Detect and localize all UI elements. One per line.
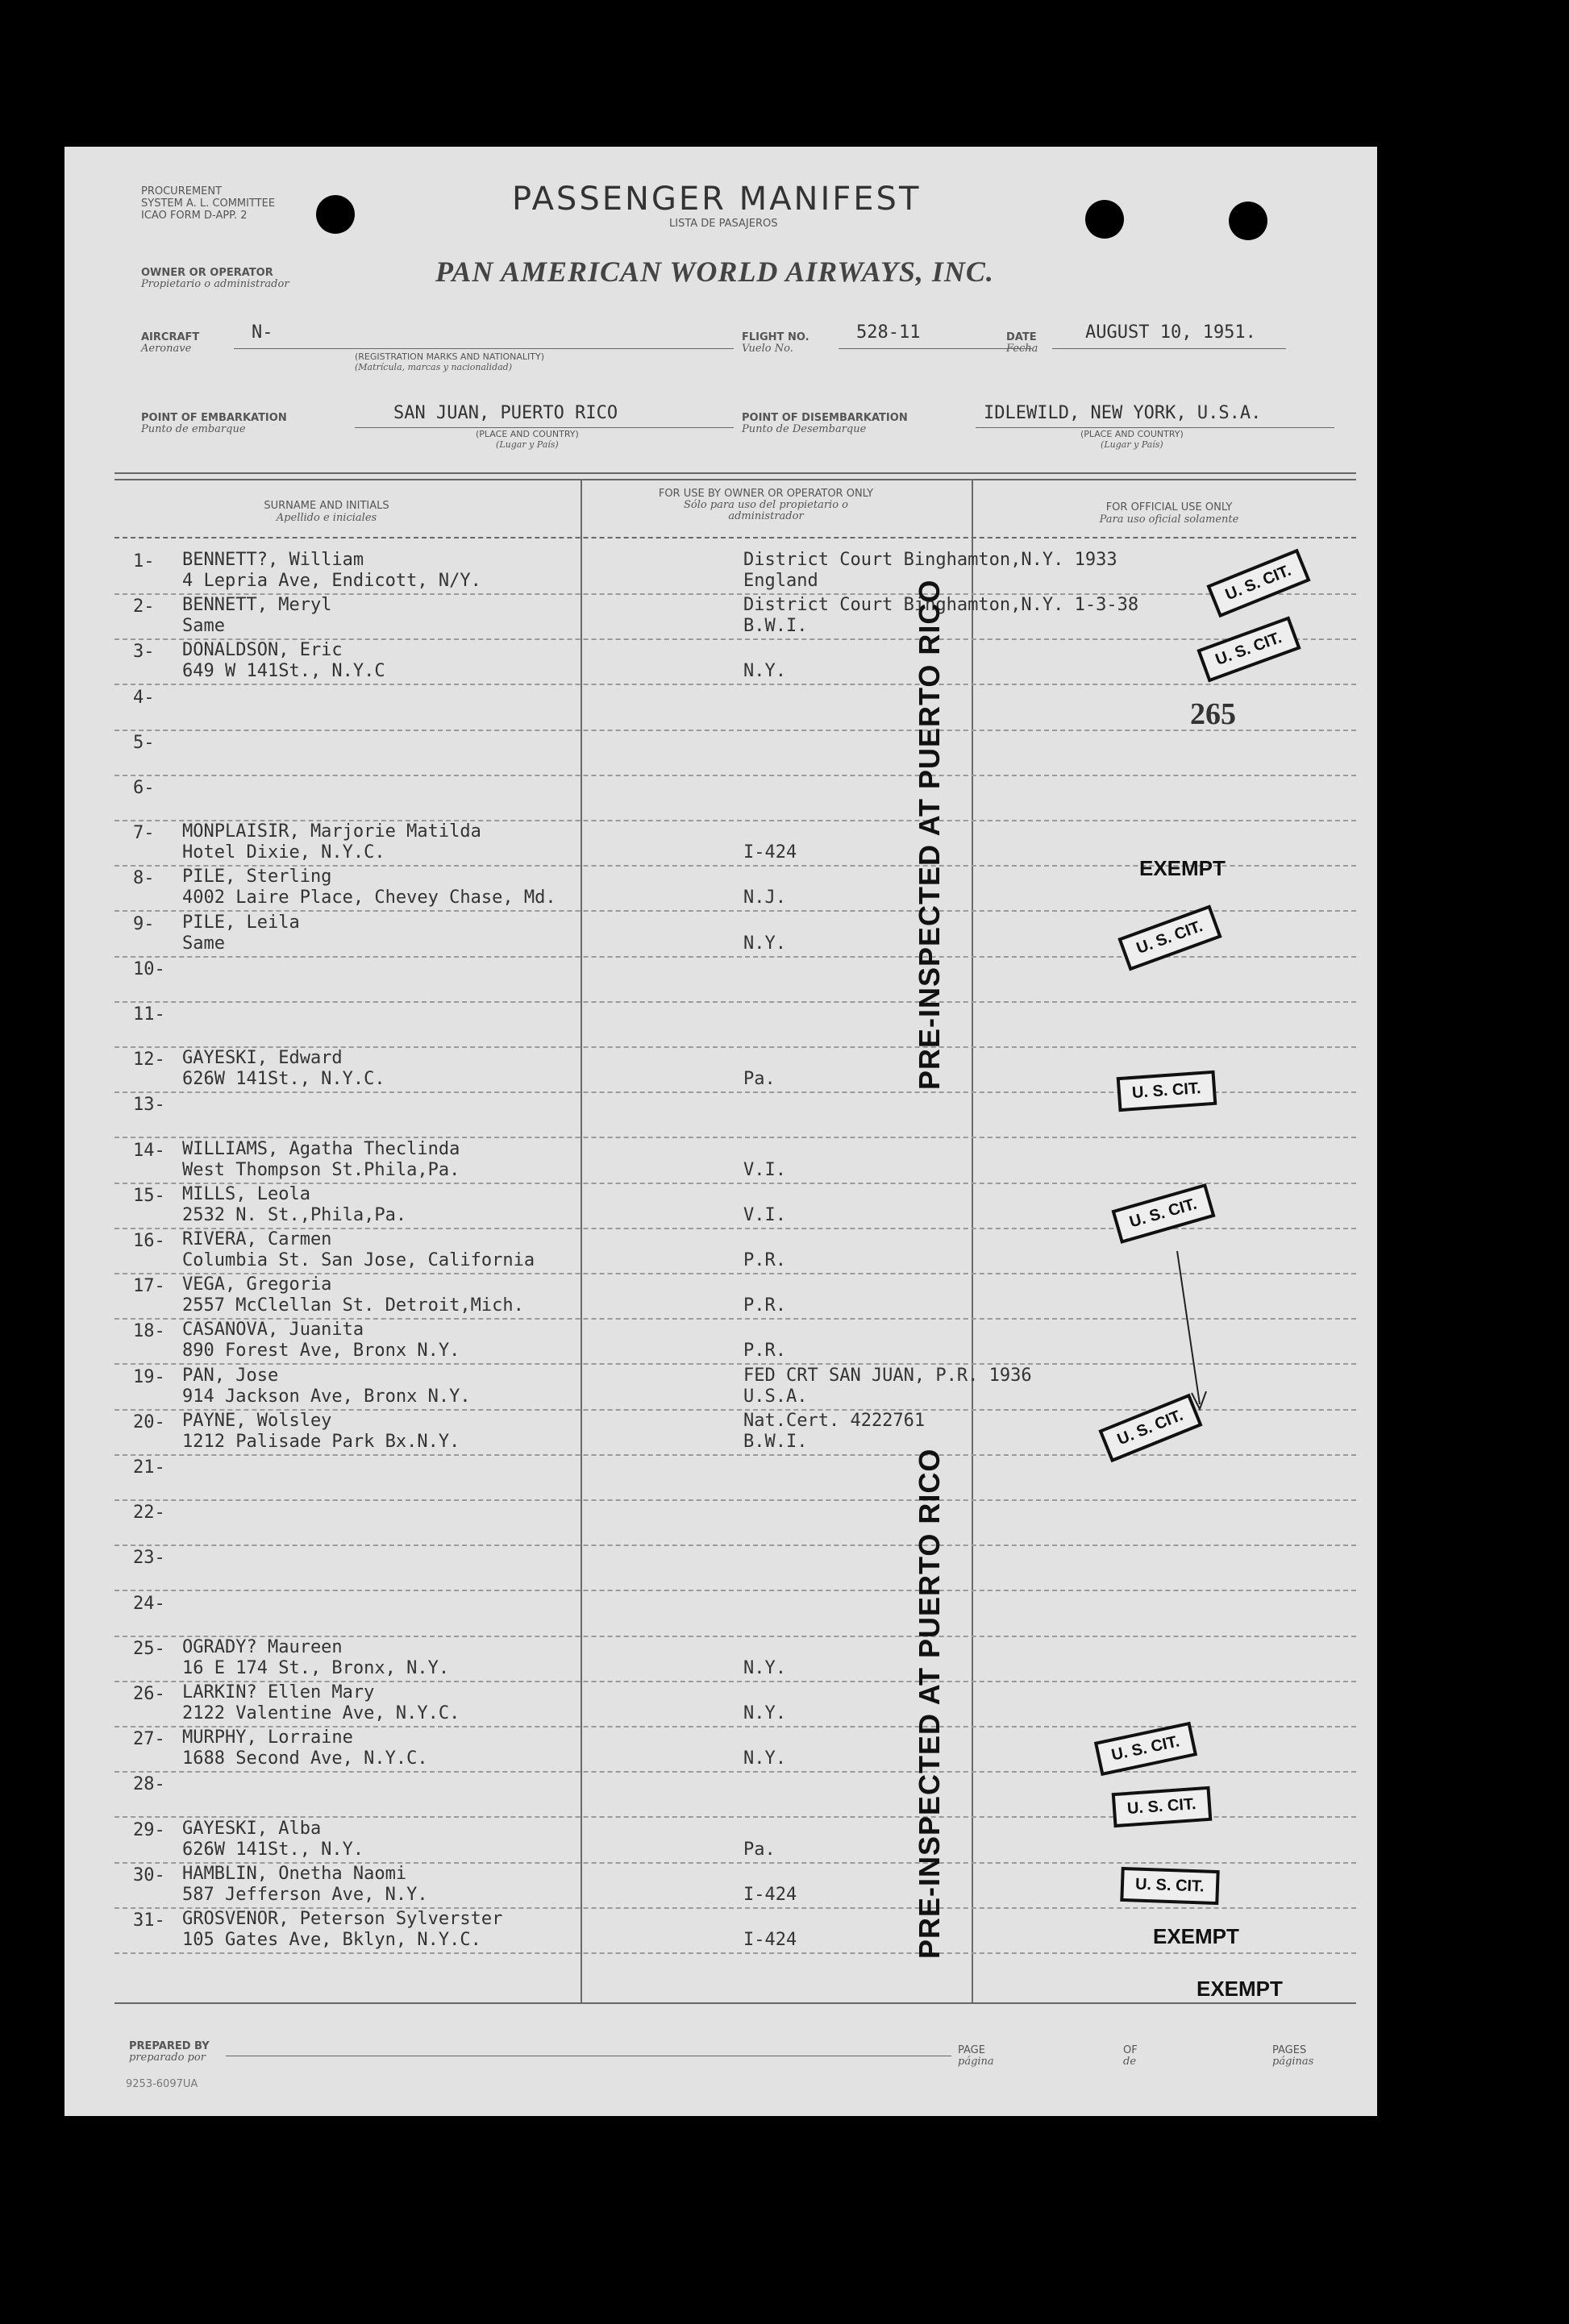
row-number: 15-	[133, 1186, 165, 1206]
passenger-address: Columbia St. San Jose, California	[182, 1250, 535, 1270]
owner-info-2: England	[743, 571, 818, 591]
owner-info-2: Pa.	[743, 1069, 776, 1089]
passenger-name: PILE, Sterling	[182, 867, 332, 887]
row-divider	[114, 1001, 1356, 1003]
us-cit-stamp: U. S. CIT.	[1117, 1071, 1217, 1112]
row-divider	[114, 1137, 1356, 1138]
passenger-address: 105 Gates Ave, Bklyn, N.Y.C.	[182, 1930, 481, 1950]
owner-info-2: N.Y.	[743, 661, 786, 681]
row-number: 14-	[133, 1141, 165, 1161]
row-number: 9-	[133, 914, 155, 934]
owner-info-2: P.R.	[743, 1341, 786, 1361]
row-number: 3-	[133, 642, 155, 662]
pages-label-en: PAGES	[1272, 2044, 1307, 2056]
embarkation-label	[141, 413, 287, 435]
passenger-name: DONALDSON, Eric	[182, 640, 343, 660]
row-number: 7-	[133, 823, 155, 843]
row-number: 20-	[133, 1412, 165, 1432]
owner-info-2: I-424	[743, 842, 797, 863]
column-header-surname-en: SURNAME AND INITIALS	[264, 500, 389, 512]
column-separator	[972, 479, 973, 2002]
owner-label	[141, 268, 289, 290]
passenger-name: OGRADY? Maureen	[182, 1637, 343, 1657]
passenger-name: HAMBLIN, Onetha Naomi	[182, 1864, 407, 1884]
embarkation-line	[355, 427, 734, 428]
owner-info-2: B.W.I.	[743, 1432, 808, 1452]
punch-hole	[1085, 200, 1124, 239]
row-number: 30-	[133, 1865, 165, 1885]
column-header-official-en: FOR OFFICIAL USE ONLY	[1105, 501, 1233, 513]
aircraft-value: N-	[252, 322, 273, 343]
pages-label-es: páginas	[1272, 2056, 1314, 2068]
owner-label-en: OWNER OR OPERATOR	[141, 267, 273, 279]
prepared-by-es: preparado por	[129, 2052, 206, 2064]
row-divider	[114, 1590, 1356, 1591]
owner-info-2: N.Y.	[743, 1703, 786, 1723]
disembarkation-label-en: POINT OF DISEMBARKATION	[742, 412, 908, 424]
row-divider	[114, 1952, 1356, 1954]
owner-info-1: District Court Binghamton,N.Y. 1933	[743, 550, 1117, 570]
of-label	[1123, 2045, 1138, 2068]
passenger-address: 890 Forest Ave, Bronx N.Y.	[182, 1341, 460, 1361]
us-cit-stamp: U. S. CIT.	[1117, 905, 1221, 971]
header-bottom-rule	[114, 537, 1356, 538]
owner-info-2: N.Y.	[743, 1658, 786, 1678]
stamp-number: 265	[1190, 697, 1236, 731]
passenger-name: MILLS, Leola	[182, 1184, 310, 1204]
column-header-surname-es: Apellido e iniciales	[276, 512, 377, 524]
row-number: 2-	[133, 597, 155, 617]
owner-info-2: V.I.	[743, 1160, 786, 1180]
row-number: 16-	[133, 1231, 165, 1251]
passenger-name: VEGA, Gregoria	[182, 1274, 332, 1295]
passenger-address: 2122 Valentine Ave, N.Y.C.	[182, 1703, 460, 1723]
column-separator	[581, 479, 582, 2002]
disembarkation-value: IDLEWILD, NEW YORK, U.S.A.	[984, 403, 1262, 423]
row-number: 11-	[133, 1004, 165, 1025]
row-number: 26-	[133, 1684, 165, 1704]
passenger-address: 914 Jackson Ave, Bronx N.Y.	[182, 1387, 471, 1407]
passenger-name: RIVERA, Carmen	[182, 1229, 332, 1249]
passenger-name: MONPLAISIR, Marjorie Matilda	[182, 821, 481, 842]
passenger-name: GAYESKI, Alba	[182, 1819, 322, 1839]
column-header-owner	[645, 488, 887, 522]
passenger-address: 587 Jefferson Ave, N.Y.	[182, 1885, 428, 1905]
row-number: 5-	[133, 733, 155, 753]
row-number: 22-	[133, 1503, 165, 1523]
row-number: 24-	[133, 1594, 165, 1614]
passenger-address: 2557 McClellan St. Detroit,Mich.	[182, 1295, 524, 1316]
passenger-address: 16 E 174 St., Bronx, N.Y.	[182, 1658, 450, 1678]
page-label-en: PAGE	[958, 2044, 985, 2056]
row-number: 29-	[133, 1820, 165, 1840]
passenger-name: GROSVENOR, Peterson Sylverster	[182, 1909, 503, 1929]
pre-inspected-stamp: PRE-INSPECTED AT PUERTO RICO	[913, 579, 946, 1090]
owner-info-2: V.I.	[743, 1205, 786, 1225]
pre-inspected-stamp: PRE-INSPECTED AT PUERTO RICO	[913, 1448, 946, 1959]
row-divider	[114, 730, 1356, 731]
manifest-sheet	[65, 147, 1377, 2116]
passenger-address: 626W 141St., N.Y.C.	[182, 1069, 385, 1089]
passenger-address: Same	[182, 933, 225, 954]
owner-info-2: N.Y.	[743, 933, 786, 954]
passenger-address: 4002 Laire Place, Chevey Chase, Md.	[182, 888, 556, 908]
owner-info-2: B.W.I.	[743, 616, 808, 636]
date-value: AUGUST 10, 1951.	[1085, 322, 1256, 343]
pages-label	[1272, 2045, 1313, 2068]
owner-value: PAN AMERICAN WORLD AIRWAYS, INC.	[435, 256, 994, 288]
column-header-official-es: Para uso oficial solamente	[1099, 513, 1239, 526]
page-subtitle: LISTA DE PASAJEROS	[669, 218, 778, 230]
aircraft-line	[234, 348, 734, 349]
passenger-name: WILLIAMS, Agatha Theclinda	[182, 1139, 460, 1159]
prepared-by	[129, 2041, 210, 2064]
owner-info-1: FED CRT SAN JUAN, P.R. 1936	[743, 1366, 1032, 1386]
embarkation-label-en: POINT OF EMBARKATION	[141, 412, 287, 424]
aircraft-label-es: Aeronave	[141, 343, 192, 355]
row-number: 28-	[133, 1774, 165, 1794]
of-label-es: de	[1123, 2056, 1137, 2068]
flight-value: 528-11	[856, 322, 921, 343]
column-header-official	[1048, 501, 1290, 526]
aircraft-caption-es: (Matrícula, marcas y nacionalidad)	[355, 362, 512, 372]
passenger-address: West Thompson St.Phila,Pa.	[182, 1160, 460, 1180]
row-number: 19-	[133, 1367, 165, 1387]
disembarkation-line	[976, 427, 1334, 428]
disembarkation-label-es: Punto de Desembarque	[742, 423, 867, 435]
owner-info-2: P.R.	[743, 1295, 786, 1316]
row-number: 10-	[133, 959, 165, 979]
punch-hole	[1229, 202, 1267, 240]
owner-info-2: N.J.	[743, 888, 786, 908]
disembarkation-caption	[1080, 429, 1184, 450]
us-cit-stamp: U. S. CIT.	[1197, 617, 1301, 683]
row-divider	[114, 1499, 1356, 1501]
owner-info-2: U.S.A.	[743, 1387, 808, 1407]
row-number: 8-	[133, 868, 155, 888]
row-divider	[114, 1544, 1356, 1546]
passenger-address: Same	[182, 616, 225, 636]
row-number: 21-	[133, 1457, 165, 1478]
prepared-by-en: PREPARED BY	[129, 2040, 210, 2052]
row-number: 27-	[133, 1729, 165, 1749]
passenger-name: BENNETT, Meryl	[182, 595, 332, 615]
row-divider	[114, 1454, 1356, 1456]
row-number: 31-	[133, 1910, 165, 1931]
passenger-address: 2532 N. St.,Phila,Pa.	[182, 1205, 407, 1225]
row-number: 25-	[133, 1639, 165, 1659]
passenger-name: BENNETT?, William	[182, 550, 364, 570]
us-cit-stamp: U. S. CIT.	[1094, 1722, 1197, 1776]
row-number: 1-	[133, 551, 155, 572]
passenger-name: MURPHY, Lorraine	[182, 1727, 353, 1748]
column-header-owner-en: FOR USE BY OWNER OR OPERATOR ONLY	[658, 488, 874, 500]
owner-info-2: Pa.	[743, 1840, 776, 1860]
header-top-rule	[114, 472, 1356, 474]
disembarkation-caption-en: (PLACE AND COUNTRY)	[1080, 429, 1184, 439]
passenger-address: 4 Lepria Ave, Endicott, N/Y.	[182, 571, 481, 591]
date-label-es: Fecha	[1006, 343, 1038, 355]
passenger-address: 626W 141St., N.Y.	[182, 1840, 364, 1860]
us-cit-stamp: U. S. CIT.	[1120, 1867, 1219, 1905]
passenger-name: PAN, Jose	[182, 1366, 279, 1386]
passenger-name: CASANOVA, Juanita	[182, 1320, 364, 1340]
us-cit-stamp: U. S. CIT.	[1206, 549, 1310, 617]
table-bottom-rule	[114, 2002, 1356, 2004]
column-header-owner-es: Sólo para uso del propietario o administrador	[684, 499, 848, 522]
row-divider	[114, 684, 1356, 685]
form-id-line: PROCUREMENT	[141, 185, 223, 197]
row-divider	[114, 910, 1356, 912]
owner-label-es: Propietario o administrador	[141, 278, 289, 290]
us-cit-stamp: U. S. CIT.	[1098, 1394, 1202, 1462]
owner-info-2: P.R.	[743, 1250, 786, 1270]
date-line	[1052, 348, 1286, 349]
owner-info-1: District Court Binghamton,N.Y. 1-3-38	[743, 595, 1139, 615]
aircraft-label-en: AIRCRAFT	[141, 331, 200, 343]
passenger-address: 1688 Second Ave, N.Y.C.	[182, 1748, 428, 1769]
disembarkation-label	[742, 413, 908, 435]
punch-hole	[316, 195, 355, 234]
passenger-name: GAYESKI, Edward	[182, 1048, 343, 1068]
us-cit-stamp: U. S. CIT.	[1111, 1183, 1215, 1244]
page-title: PASSENGER MANIFEST	[512, 181, 922, 218]
owner-info-1: Nat.Cert. 4222761	[743, 1411, 926, 1431]
date-label-en: DATE	[1006, 331, 1037, 343]
page-label	[958, 2045, 994, 2068]
exempt-stamp: EXEMPT	[1139, 856, 1226, 880]
form-id-line: ICAO FORM D-APP. 2	[141, 210, 248, 222]
arrow-line	[1161, 1251, 1226, 1428]
flight-line	[839, 348, 1032, 349]
row-number: 12-	[133, 1050, 165, 1070]
embarkation-value: SAN JUAN, PUERTO RICO	[393, 403, 618, 423]
form-number: 9253-6097UA	[126, 2078, 198, 2090]
form-id-line: SYSTEM A. L. COMMITTEE	[141, 197, 276, 210]
aircraft-caption	[355, 351, 544, 372]
embarkation-caption	[476, 429, 579, 450]
passenger-address: Hotel Dixie, N.Y.C.	[182, 842, 385, 863]
flight-label-es: Vuelo No.	[742, 343, 793, 355]
exempt-stamp: EXEMPT	[1197, 1977, 1283, 2001]
aircraft-label	[141, 332, 199, 355]
of-label-en: OF	[1123, 2044, 1138, 2056]
flight-label	[742, 332, 809, 355]
aircraft-caption-en: (REGISTRATION MARKS AND NATIONALITY)	[355, 351, 545, 362]
row-divider	[114, 775, 1356, 776]
embarkation-caption-es: (Lugar y País)	[496, 439, 559, 450]
date-label	[1006, 332, 1038, 355]
row-number: 4-	[133, 688, 155, 708]
page-label-es: página	[958, 2056, 994, 2068]
column-header-surname	[194, 500, 460, 524]
owner-info-2: N.Y.	[743, 1748, 786, 1769]
row-number: 18-	[133, 1321, 165, 1341]
passenger-name: LARKIN? Ellen Mary	[182, 1682, 375, 1702]
disembarkation-caption-es: (Lugar y País)	[1101, 439, 1163, 450]
form-id	[141, 185, 275, 222]
owner-info-2: I-424	[743, 1930, 797, 1950]
exempt-stamp: EXEMPT	[1153, 1924, 1239, 1948]
owner-info-2: I-424	[743, 1885, 797, 1905]
passenger-name: PILE, Leila	[182, 913, 300, 933]
row-number: 13-	[133, 1095, 165, 1115]
flight-label-en: FLIGHT NO.	[742, 331, 809, 343]
passenger-address: 649 W 141St., N.Y.C	[182, 661, 385, 681]
embarkation-label-es: Punto de embarque	[141, 423, 246, 435]
us-cit-stamp: U. S. CIT.	[1112, 1786, 1212, 1827]
embarkation-caption-en: (PLACE AND COUNTRY)	[476, 429, 579, 439]
row-number: 17-	[133, 1276, 165, 1296]
passenger-name: PAYNE, Wolsley	[182, 1411, 332, 1431]
passenger-address: 1212 Palisade Park Bx.N.Y.	[182, 1432, 460, 1452]
row-divider	[114, 1771, 1356, 1773]
header-top-rule	[114, 479, 1356, 480]
row-number: 6-	[133, 778, 155, 798]
row-number: 23-	[133, 1548, 165, 1568]
